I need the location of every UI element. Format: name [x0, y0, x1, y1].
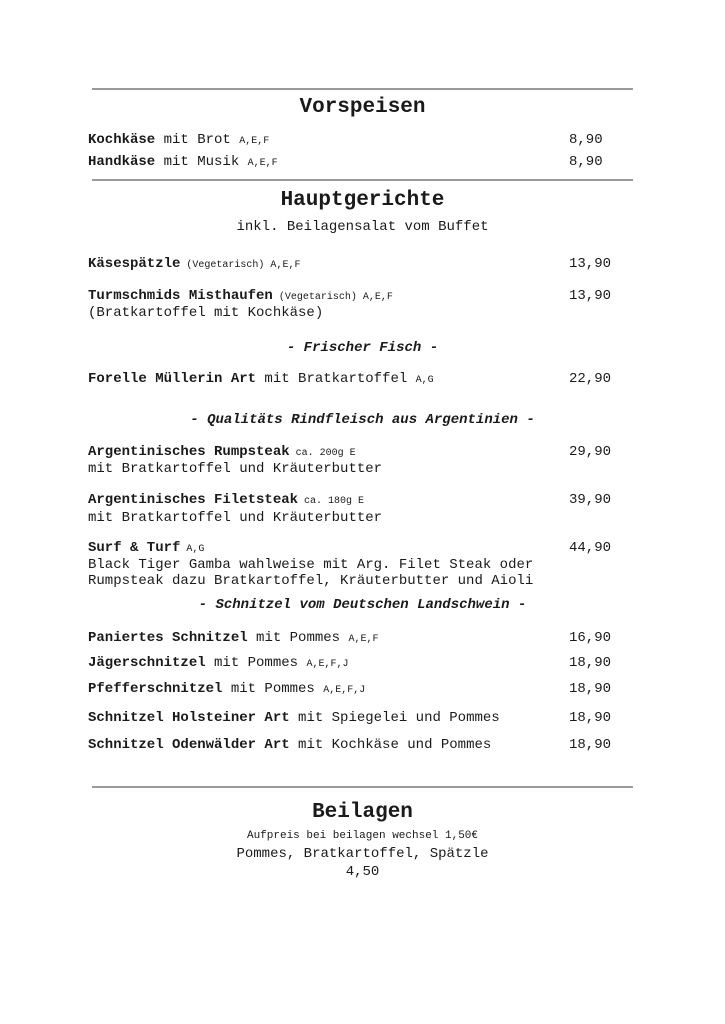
subsection-heading-rind: - Qualitäts Rindfleisch aus Argentinien - — [190, 412, 535, 428]
item-description: Rumpsteak dazu Bratkartoffel, Kräuterbutter und Aioli — [88, 573, 534, 589]
menu-item — [88, 444, 356, 460]
item-desc: mit Brot — [155, 132, 240, 148]
item-name: Käsespätzle — [88, 256, 181, 272]
item-price: 22,90 — [569, 371, 612, 387]
subsection-heading-fisch: - Frischer Fisch - — [286, 340, 439, 356]
divider — [92, 179, 633, 181]
item-description: Black Tiger Gamba wahlweise mit Arg. Filet Steak oder — [88, 557, 534, 573]
item-allergens: A,E,F,J — [323, 685, 366, 696]
item-price: 44,90 — [569, 540, 612, 556]
subsection-heading-schnitzel: - Schnitzel vom Deutschen Landschwein - — [198, 597, 527, 613]
item-name: Schnitzel Holsteiner Art — [88, 710, 290, 726]
item-name: Jägerschnitzel — [88, 655, 206, 671]
item-desc: mit Bratkartoffel — [256, 371, 416, 387]
item-desc: mit Pommes — [222, 681, 324, 697]
menu-item — [88, 132, 269, 148]
beilagen-items: Pommes, Bratkartoffel, Spätzle — [236, 846, 489, 862]
item-desc: mit Musik — [155, 154, 248, 170]
menu-item — [88, 630, 378, 646]
item-name: Handkäse — [88, 154, 156, 170]
menu-item — [88, 737, 491, 753]
item-description: (Bratkartoffel mit Kochkäse) — [88, 305, 324, 321]
item-name: Paniertes Schnitzel — [88, 630, 248, 646]
item-name: Forelle Müllerin Art — [88, 371, 257, 387]
item-price: 8,90 — [569, 132, 603, 148]
item-price: 18,90 — [569, 710, 612, 726]
divider-top — [92, 88, 633, 90]
item-note: ca. 200g E — [289, 448, 356, 459]
item-name: Turmschmids Misthaufen — [88, 288, 273, 304]
item-description: mit Bratkartoffel und Kräuterbutter — [88, 461, 383, 477]
item-price: 39,90 — [569, 492, 612, 508]
item-note: A,G — [180, 544, 205, 555]
item-allergens: A,E,F — [247, 158, 278, 169]
item-price: 29,90 — [569, 444, 612, 460]
item-note: ca. 180g E — [298, 496, 365, 507]
item-allergens: A,G — [415, 375, 434, 386]
menu-item — [88, 655, 348, 671]
menu-item — [88, 681, 365, 697]
beilagen-price: 4,50 — [345, 864, 380, 880]
item-price: 8,90 — [569, 154, 603, 170]
item-price: 18,90 — [569, 737, 612, 753]
item-name: Schnitzel Odenwälder Art — [88, 737, 290, 753]
item-price: 13,90 — [569, 288, 612, 304]
item-note: (Vegetarisch) A,E,F — [180, 260, 301, 271]
item-name: Surf & Turf — [88, 540, 181, 556]
section-title-beilagen: Beilagen — [312, 801, 413, 824]
item-allergens: A,E,F,J — [306, 659, 349, 670]
section-title-hauptgerichte: Hauptgerichte — [280, 189, 445, 212]
item-price: 16,90 — [569, 630, 612, 646]
item-price: 18,90 — [569, 681, 612, 697]
item-allergens: A,E,F — [348, 634, 379, 645]
item-name: Pfefferschnitzel — [88, 681, 223, 697]
item-name: Argentinisches Filetsteak — [88, 492, 299, 508]
item-price: 13,90 — [569, 256, 612, 272]
menu-item — [88, 492, 364, 508]
section-subtitle: inkl. Beilagensalat vom Buffet — [236, 219, 489, 235]
item-desc: mit Pommes — [205, 655, 307, 671]
section-title-vorspeisen: Vorspeisen — [299, 96, 426, 119]
divider — [92, 786, 633, 788]
beilagen-note: Aufpreis bei beilagen wechsel 1,50€ — [246, 830, 479, 842]
item-desc: mit Pommes — [247, 630, 349, 646]
menu-item — [88, 540, 204, 556]
item-name: Argentinisches Rumpsteak — [88, 444, 290, 460]
item-description: mit Bratkartoffel und Kräuterbutter — [88, 510, 383, 526]
menu-item — [88, 288, 393, 304]
menu-item — [88, 371, 434, 387]
menu-item — [88, 256, 300, 272]
menu-item — [88, 710, 500, 726]
item-desc: mit Spiegelei und Pommes — [289, 710, 500, 726]
menu-item — [88, 154, 278, 170]
item-price: 18,90 — [569, 655, 612, 671]
item-name: Kochkäse — [88, 132, 156, 148]
item-desc: mit Kochkäse und Pommes — [289, 737, 492, 753]
item-note: (Vegetarisch) A,E,F — [272, 292, 393, 303]
item-allergens: A,E,F — [239, 136, 270, 147]
